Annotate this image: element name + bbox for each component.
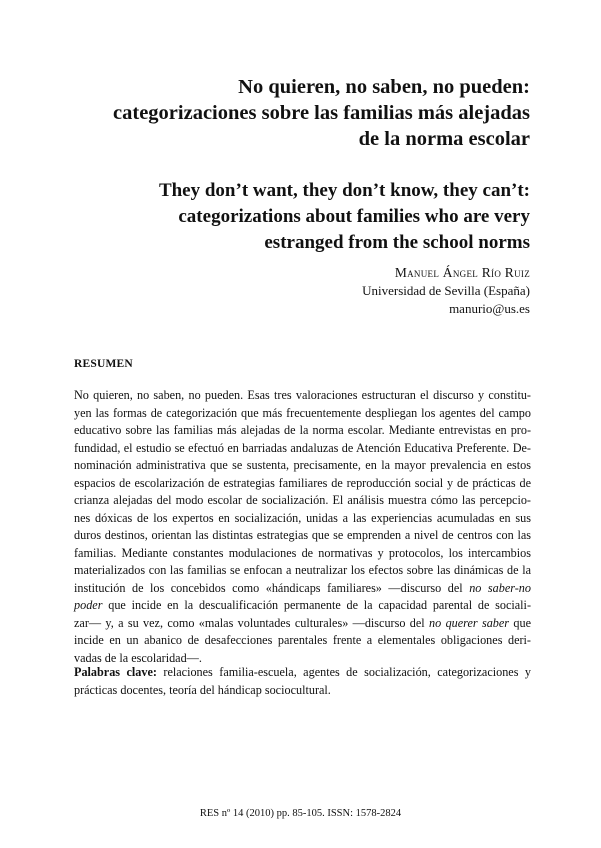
abstract-line: familias. Mediante constantes modulaciones de normativas y protocolos, los intercambios xyxy=(74,545,531,560)
abstract-italic-phrase: poder xyxy=(74,598,103,612)
abstract-body xyxy=(74,387,531,667)
abstract-line: fundidad, el estudio se efectuó en barriadas andaluzas de Atención Educativa Preferente. De- xyxy=(74,440,531,455)
abstract-line: educativo sobre las familias más alejadas de la norma escolar. Mediante entrevistas en pro- xyxy=(74,423,531,437)
abstract-italic-phrase: no querer saber xyxy=(429,615,510,630)
author-email[interactable]: manurio@us.es xyxy=(449,301,530,316)
abstract-line: incide en un abanico de desafecciones parentales frente a elementales obligaciones deri- xyxy=(74,633,531,647)
author-affiliation: Universidad de Sevilla (España) xyxy=(362,283,530,298)
footer-citation: RES nº 14 (2010) pp. 85-105. ISSN: 1578-2824 xyxy=(199,808,402,819)
abstract-line-text: institución de los concebidos como «hándicaps familiares» —discurso del xyxy=(74,580,470,595)
title-spanish xyxy=(60,74,530,152)
abstract-line: yen las formas de categorización que más frecuentemente despliegan los agentes del campo xyxy=(74,405,531,420)
title-en-line-1: They don’t want, they don’t know, they can’t: xyxy=(158,180,530,201)
abstract-line-text: zar— y, a su vez, como «malas voluntades culturales» —discurso del xyxy=(74,615,430,630)
abstract-line: espacios de escolarización de estrategias familiares de reproducción social y de prácticas de xyxy=(74,475,531,490)
keywords-label: Palabras clave: xyxy=(74,665,157,679)
abstract-line-tail: que xyxy=(509,615,531,630)
abstract-line xyxy=(74,580,531,598)
keywords-block xyxy=(74,664,531,699)
abstract-line xyxy=(74,615,531,633)
abstract-line-text: que incide en la descualificación permanente de la capacidad parental de sociali- xyxy=(108,598,531,612)
keywords-text: relaciones familia-escuela, agentes de socialización, categorizaciones y xyxy=(156,665,531,679)
keywords-line: prácticas docentes, teoría del hándicap sociocultural. xyxy=(74,682,331,697)
abstract-line: materializados con las familias se enfocan a neutralizar los efectos sobre las dinámicas de la xyxy=(74,563,531,577)
abstract-line xyxy=(74,597,531,615)
abstract-line: nominación administrativa que se sustenta, precisamente, en la mayor prevalencia en estos xyxy=(74,458,531,472)
abstract-line: nes dóxicas de los expertos en socialización, unidas a las experiencias acumuladas en sus xyxy=(74,510,531,525)
title-english xyxy=(60,178,530,256)
abstract-line: No quieren, no saben, no pueden. Esas tres valoraciones estructuran el discurso y constitu- xyxy=(74,388,531,402)
author-name: Manuel Ángel Río Ruiz xyxy=(394,265,530,280)
keywords-line xyxy=(74,664,531,682)
title-en-line-2: categorizations about families who are very xyxy=(178,206,530,227)
abstract-line: duros destinos, orientan las distintas estrategias que se emprenden a nivel de centros con las xyxy=(74,528,531,542)
title-es-line-1: No quieren, no saben, no pueden: xyxy=(238,76,530,98)
author-block xyxy=(200,264,530,318)
title-es-line-3: de la norma escolar xyxy=(358,128,530,150)
abstract-italic-phrase: no saber-no xyxy=(469,580,531,595)
abstract-heading: RESUMEN xyxy=(74,358,133,370)
abstract-line: crianza alejadas del modo escolar de socialización. El análisis muestra cómo las percepcio- xyxy=(74,493,531,507)
title-es-line-2: categorizaciones sobre las familias más alejadas xyxy=(113,102,530,124)
title-en-line-3: estranged from the school norms xyxy=(264,232,530,253)
abstract-line: vadas de la escolaridad—. xyxy=(74,650,202,665)
